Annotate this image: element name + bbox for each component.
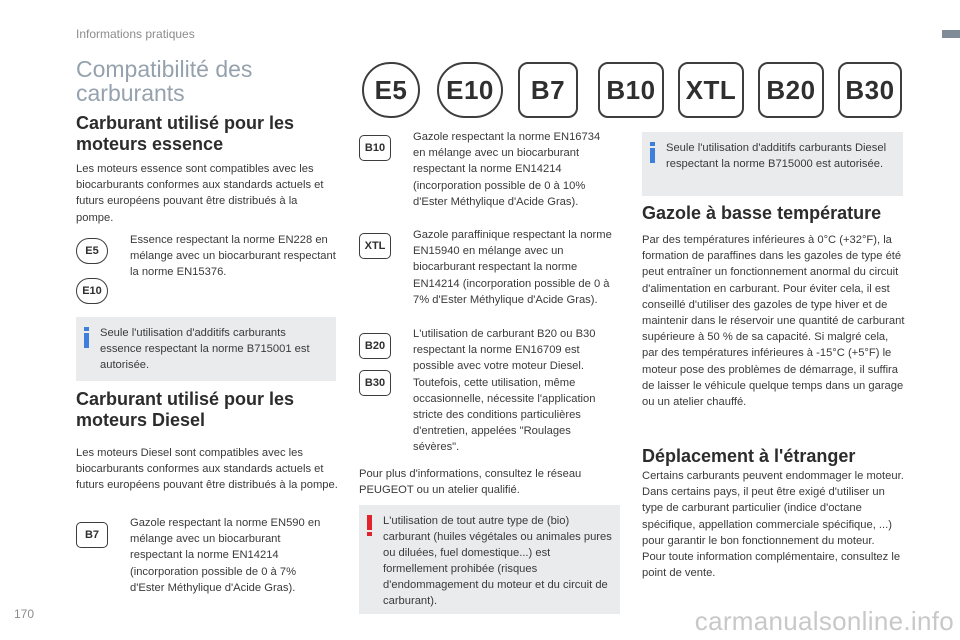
heading-abroad: Déplacement à l'étranger: [642, 446, 856, 466]
abroad-text: [642, 468, 907, 581]
badge-e5: E5: [362, 62, 420, 118]
b20-b30-text: L'utilisation de carburant B20 ou B30 respectant la norme EN16709 est possible avec votre moteur Diesel. Toutefois, cette utilisation, même occasionnelle, nécessite l'application stricte des conditions particulières d'entretien, appelées "Roulages sévères".: [413, 328, 596, 454]
info-icon: [84, 327, 89, 348]
badge-b10-small: B10: [359, 135, 391, 161]
badge-xtl-small: XTL: [359, 233, 391, 259]
badge-e10: E10: [437, 62, 503, 118]
heading-essence: Carburant utilisé pour les moteurs essence: [76, 113, 295, 154]
b7-norm-text: Gazole respectant la norme EN590 en mélange avec un biocarburant respectant la norme EN14214 (incorporation possible de 0 à 7% d'Ester Méthylique d'Acide Gras).: [130, 517, 321, 594]
watermark: carmanualsonline.info: [694, 606, 954, 636]
section-tab-marker: [942, 30, 960, 38]
info-box-diesel: [642, 132, 903, 196]
warning-text: L'utilisation de tout autre type de (bio) carburant (huiles végétales ou animales pures ou diluées, fuel domestique...) est formellement prohibée (risques d'endommagement du moteur et du circuit de carburant).: [383, 515, 612, 607]
info-essence-text: Seule l'utilisation d'additifs carburants essence respectant la norme B715001 est autorisée.: [100, 327, 310, 371]
essence-intro: Les moteurs essence sont compatibles avec les biocarburants conformes aux standards actuels et futurs européens pouvant être distribués à la pompe.: [76, 163, 324, 224]
abroad-paragraph-3: Pour toute information complémentaire, consultez le point de vente.: [642, 551, 901, 580]
warning-icon: [367, 515, 372, 538]
info-diesel-text: Seule l'utilisation d'additifs carburants Diesel respectant la norme B715000 est autorisée.: [666, 142, 887, 170]
badge-b30-small: B30: [359, 370, 391, 396]
page-number: 170: [14, 607, 35, 621]
heading-diesel: Carburant utilisé pour les moteurs Diesel: [76, 389, 295, 430]
warning-box: [359, 505, 620, 614]
cold-weather-text: Par des températures inférieures à 0°C (+32°F), la formation de paraffines dans les gazoles de type été peut entraîner un fonctionnement anormal du circuit d'alimentation en carburant. Pour éviter cela, il est conseillé d'utiliser des gazoles de type hiver et de maintenir dans le réservoir une quantité de carburant supérieure à 50 % de sa capacité. Si malgré cela, par des températures inférieures à -15°C (+5°F) le moteur pose des problèmes de démarrage, il suffira de laisser le véhicule quelque temps dans un garage ou un atelier chauffé.: [642, 234, 905, 409]
more-info-text: Pour plus d'informations, consultez le réseau PEUGEOT ou un atelier qualifié.: [359, 468, 582, 497]
info-icon: [650, 142, 655, 163]
diesel-intro: Les moteurs Diesel sont compatibles avec les biocarburants conformes aux standards actuels et futurs européens pouvant être distribués à la pompe.: [76, 447, 338, 492]
badge-e10-small: E10: [76, 278, 108, 304]
page-title: Compatibilité des carburants: [76, 56, 253, 106]
heading-cold-weather: Gazole à basse température: [642, 203, 882, 223]
info-box-essence: [76, 317, 336, 381]
essence-norm-text: Essence respectant la norme EN228 en mélange avec un biocarburant respectant la norme EN15376.: [130, 234, 336, 279]
badge-xtl: XTL: [678, 62, 744, 118]
badge-b30: B30: [838, 62, 902, 118]
badge-b7: B7: [518, 62, 578, 118]
badge-b20: B20: [758, 62, 824, 118]
badge-b20-small: B20: [359, 333, 391, 359]
badge-b7-small: B7: [76, 522, 108, 548]
xtl-norm-text: Gazole paraffinique respectant la norme EN15940 en mélange avec un biocarburant respectant la norme EN14214 (incorporation possible de 0 à 7% d'Ester Méthylique d'Acide Gras).: [413, 229, 612, 306]
badge-b10: B10: [598, 62, 664, 118]
abroad-paragraph-2: Dans certains pays, il peut être exigé d'utiliser un type de carburant particulier (indice d'octane spécifique, appellation commerciale spécifique, ...) pour garantir le bon fonctionnement du moteur.: [642, 486, 892, 547]
badge-e5-small: E5: [76, 238, 108, 264]
section-header: Informations pratiques: [76, 27, 195, 41]
abroad-paragraph-1: Certains carburants peuvent endommager le moteur.: [642, 470, 904, 482]
b10-norm-text: Gazole respectant la norme EN16734 en mélange avec un biocarburant respectant la norme EN14214 (incorporation possible de 0 à 10% d'Ester Méthylique d'Acide Gras).: [413, 131, 601, 208]
